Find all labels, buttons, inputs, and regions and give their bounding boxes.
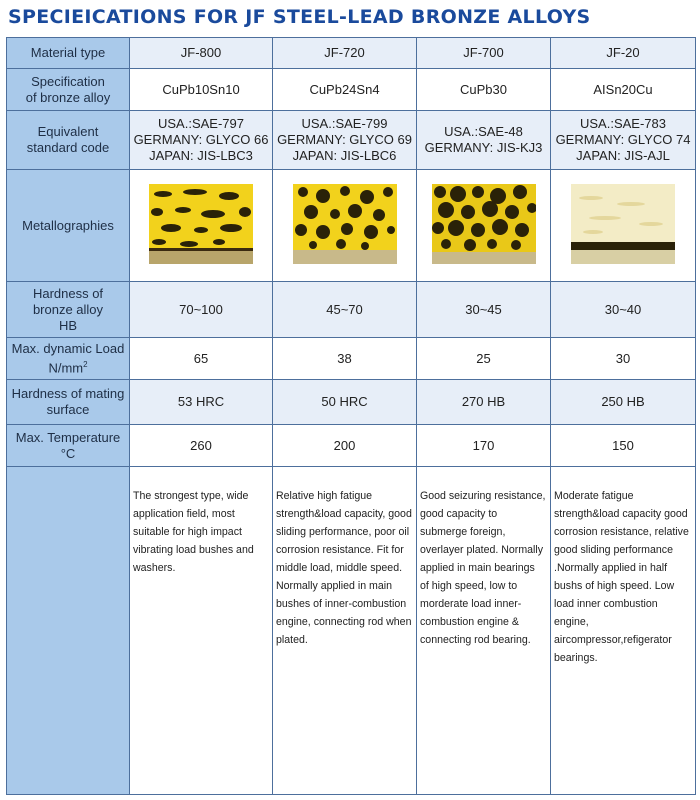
- label-hardness-mating-line2: surface: [46, 402, 90, 417]
- metallography-image-jf700: [432, 184, 536, 264]
- row-hardness-alloy: [7, 282, 696, 338]
- hardness-alloy-jf20: 30~40: [551, 282, 696, 338]
- label-hardness-alloy-line3: HB: [58, 317, 78, 333]
- equivalent-usa: USA.:SAE-797: [158, 116, 244, 131]
- row-hardness-mating: [7, 380, 696, 425]
- label-specification-line2: of bronze alloy: [25, 89, 111, 105]
- label-equivalent: [7, 111, 130, 170]
- hardness-mating-jf700: 270 HB: [417, 380, 551, 425]
- label-max-load-unit: N/mm: [48, 360, 84, 376]
- material-type-jf720: JF-720: [273, 38, 417, 69]
- equivalent-usa: USA.:SAE-799: [301, 116, 388, 131]
- description-jf720: Relative high fatigue strength&load capacity, good sliding performance, poor oil corrosion resistance. Fit for middle load, middle speed. Normally applied in main bushes of inner-combustion engine, connecting rod when plated.: [273, 467, 417, 795]
- specifications-table: [6, 37, 696, 795]
- hardness-alloy-jf720: 45~70: [273, 282, 417, 338]
- equivalent-jf20: [551, 111, 696, 170]
- hardness-mating-jf800: 53 HRC: [130, 380, 273, 425]
- material-type-jf700: JF-700: [417, 38, 551, 69]
- specification-jf700: CuPb30: [417, 69, 551, 111]
- description-jf700: Good seizuring resistance, good capacity to submerge foreign, overlayer plated. Normally applied in main bearings of high speed, low to morderate load inner-combustion engine & connecting rod bearing.: [417, 467, 551, 795]
- equivalent-germany: GERMANY: GLYCO 74: [555, 132, 691, 147]
- label-hardness-alloy-line2: bronze alloy: [32, 301, 104, 317]
- equivalent-jf800: [130, 111, 273, 170]
- metallography-cell-jf20: [551, 170, 696, 282]
- hardness-alloy-jf800: 70~100: [130, 282, 273, 338]
- max-load-jf700: 25: [417, 338, 551, 380]
- specification-jf800: CuPb10Sn10: [130, 69, 273, 111]
- micrograph-jf800: [149, 184, 253, 264]
- equivalent-usa: USA.:SAE-783: [580, 116, 666, 131]
- label-equivalent-line1: Equivalent: [37, 124, 99, 139]
- max-load-jf720: 38: [273, 338, 417, 380]
- material-type-jf20: JF-20: [551, 38, 696, 69]
- material-type-jf800: JF-800: [130, 38, 273, 69]
- description-jf800: The strongest type, wide application field, most suitable for high impact vibrating load bushes and washers.: [130, 467, 273, 795]
- page-title: SPECIEICATIONS FOR JF STEEL-LEAD BRONZE ALLOYS: [8, 6, 591, 28]
- metallography-cell-jf720: [273, 170, 417, 282]
- equivalent-germany: GERMANY: GLYCO 66: [133, 132, 269, 147]
- max-temperature-jf20: 150: [551, 425, 696, 467]
- label-hardness-mating-line1: Hardness of mating: [11, 386, 125, 401]
- hardness-mating-jf720: 50 HRC: [273, 380, 417, 425]
- label-specification: [7, 69, 130, 111]
- max-load-jf800: 65: [130, 338, 273, 380]
- description-jf20: Moderate fatigue strength&load capacity good corrosion resistance, relative good sliding performance .Normally applied in half bushs of high speed. Low load inner combustion engine, aircompressor,refigerator bearings.: [551, 467, 696, 795]
- equivalent-germany: GERMANY: JIS-KJ3: [424, 140, 543, 155]
- equivalent-jf700: [417, 111, 551, 170]
- specification-jf20: AISn20Cu: [551, 69, 696, 111]
- label-specification-line1: Specification: [31, 73, 105, 89]
- label-max-load-sup: 2: [83, 359, 88, 369]
- label-hardness-alloy-line1: Hardness of: [32, 285, 104, 301]
- specification-jf720: CuPb24Sn4: [273, 69, 417, 111]
- micrograph-jf20: [571, 184, 675, 264]
- label-description-empty: [7, 467, 130, 795]
- micrograph-jf720: [293, 184, 397, 264]
- max-load-jf20: 30: [551, 338, 696, 380]
- label-max-temperature-line1: Max. Temperature: [15, 429, 121, 445]
- row-specification: [7, 69, 696, 111]
- label-metallographies: Metallographies: [7, 170, 130, 282]
- label-max-temperature-line2: °C: [60, 445, 76, 461]
- micrograph-jf700: [432, 184, 536, 264]
- label-material-type: Material type: [7, 38, 130, 69]
- label-hardness-alloy: [7, 282, 130, 338]
- row-equivalent-code: [7, 111, 696, 170]
- equivalent-jf720: [273, 111, 417, 170]
- label-hardness-mating: [7, 380, 130, 425]
- metallography-image-jf720: [293, 184, 397, 264]
- row-max-load: [7, 338, 696, 380]
- hardness-alloy-jf700: 30~45: [417, 282, 551, 338]
- row-metallographies: [7, 170, 696, 282]
- metallography-cell-jf700: [417, 170, 551, 282]
- equivalent-japan: JAPAN: JIS-LBC6: [292, 148, 397, 163]
- label-equivalent-line2: standard code: [26, 140, 110, 155]
- equivalent-usa: USA.:SAE-48: [444, 124, 523, 139]
- equivalent-germany: GERMANY: GLYCO 69: [277, 132, 412, 147]
- label-max-load: [7, 338, 130, 380]
- equivalent-japan: JAPAN: JIS-AJL: [576, 148, 670, 163]
- row-max-temperature: [7, 425, 696, 467]
- hardness-mating-jf20: 250 HB: [551, 380, 696, 425]
- label-max-load-line1: Max. dynamic Load: [11, 340, 125, 356]
- max-temperature-jf720: 200: [273, 425, 417, 467]
- metallography-image-jf800: [149, 184, 253, 264]
- row-description: [7, 467, 696, 795]
- metallography-image-jf20: [571, 184, 675, 264]
- metallography-cell-jf800: [130, 170, 273, 282]
- max-temperature-jf700: 170: [417, 425, 551, 467]
- label-max-load-line2: [10, 357, 126, 376]
- label-max-temperature: [7, 425, 130, 467]
- max-temperature-jf800: 260: [130, 425, 273, 467]
- row-material-type: [7, 38, 696, 69]
- equivalent-japan: JAPAN: JIS-LBC3: [149, 148, 253, 163]
